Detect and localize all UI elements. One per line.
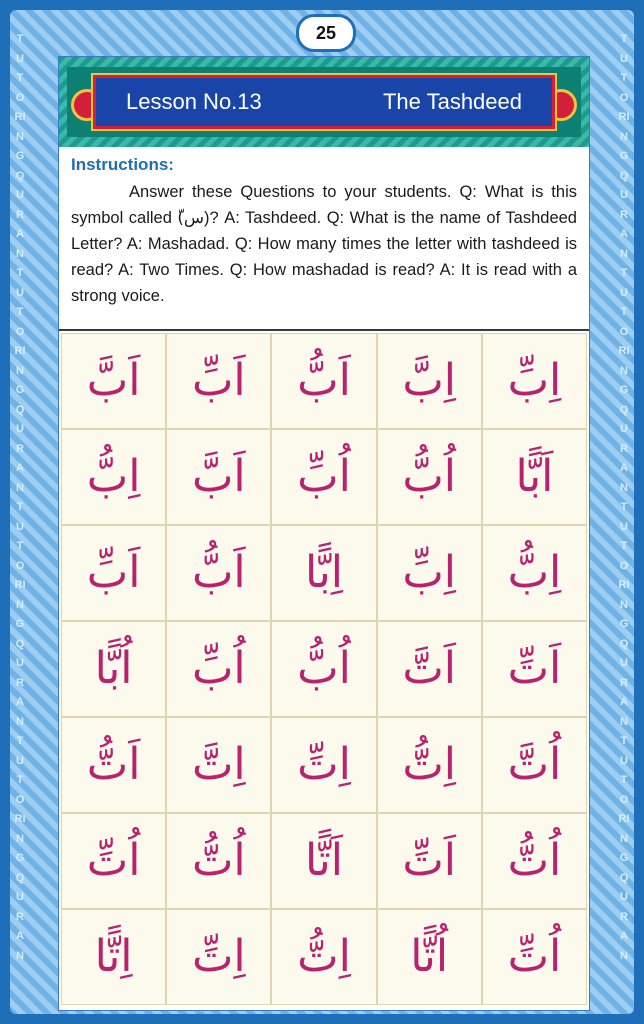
letter-cell: اُبِّ: [271, 429, 376, 525]
lesson-number: Lesson No.13: [126, 89, 262, 114]
letter-cell: اُتُّ: [166, 813, 271, 909]
letter-cell: اُبُّ: [271, 621, 376, 717]
page-number: 25: [296, 14, 356, 52]
letter-cell: اَتُّ: [61, 717, 166, 813]
letter-cell: اَبَّ: [61, 333, 166, 429]
letter-cell: اِتُّ: [271, 909, 376, 1005]
lesson-page: [58, 56, 590, 1011]
letter-cell: اَتًّا: [271, 813, 376, 909]
letter-cell: اِتِّ: [166, 909, 271, 1005]
letter-cell: اُبِّ: [166, 621, 271, 717]
letter-cell: اِتِّ: [271, 717, 376, 813]
letter-cell: اَبِّ: [166, 333, 271, 429]
tashdeed-letter-grid: [61, 333, 587, 1005]
letter-cell: اَبَّ: [166, 429, 271, 525]
lesson-title: The Tashdeed: [382, 89, 522, 114]
letter-cell: اِبِّ: [482, 333, 587, 429]
side-watermark-left: TUTORINGQURANTUTORINGQURANTUTORINGQURANTUTORINGQURAN: [14, 33, 26, 962]
banner-background: [67, 67, 581, 137]
letter-cell: اُبًّا: [61, 621, 166, 717]
letter-cell: اَبُّ: [166, 525, 271, 621]
letter-cell: اِبُّ: [482, 525, 587, 621]
letter-cell: اَبُّ: [271, 333, 376, 429]
instructions-heading: Instructions:: [71, 155, 174, 174]
letter-cell: اِبَّ: [377, 333, 482, 429]
letter-cell: اُتًّا: [377, 909, 482, 1005]
letter-cell: اِتُّ: [377, 717, 482, 813]
letter-cell: اُتِّ: [482, 909, 587, 1005]
instructions-box: [59, 147, 589, 331]
lesson-banner: [59, 57, 589, 147]
letter-cell: اِتَّ: [166, 717, 271, 813]
side-watermark-right: TUTORINGQURANTUTORINGQURANTUTORINGQURANTUTORINGQURAN: [618, 33, 630, 962]
letter-cell: اُتِّ: [61, 813, 166, 909]
instructions-text: Answer these Questions to your students. Q: What is this symbol called (ّس)? A: Tashdeed. Q: What is the name of Tashdeed Letter? A: Mashadad. Q: How many times the letter with tashdeed is read? A: Two Times. Q: How mashadad is read? A: It is read with a strong voice.: [71, 183, 577, 305]
letter-cell: اِبًّا: [271, 525, 376, 621]
letter-cell: اِبِّ: [377, 525, 482, 621]
letter-cell: اُتَّ: [482, 717, 587, 813]
letter-cell: اَتِّ: [377, 813, 482, 909]
letter-cell: اُتُّ: [482, 813, 587, 909]
letter-cell: اِبُّ: [61, 429, 166, 525]
letter-cell: اُبُّ: [377, 429, 482, 525]
letter-cell: اَتَّ: [377, 621, 482, 717]
letter-cell: اَبِّ: [61, 525, 166, 621]
letter-cell: اِتًّا: [61, 909, 166, 1005]
lesson-title-bar: [93, 75, 555, 129]
letter-cell: اَبًّا: [482, 429, 587, 525]
letter-cell: اَتِّ: [482, 621, 587, 717]
